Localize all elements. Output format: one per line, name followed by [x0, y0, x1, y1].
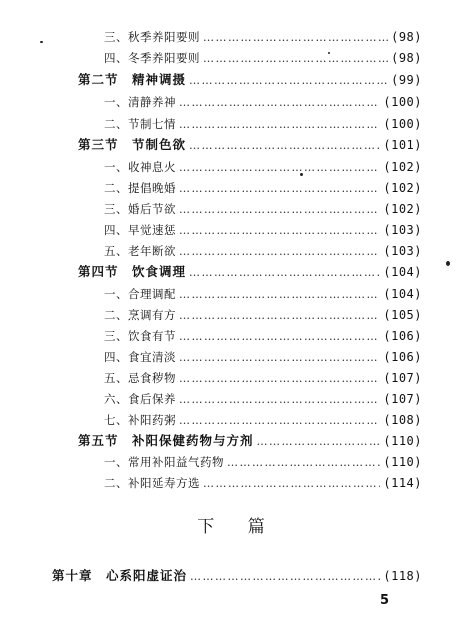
entry-title: 一、合理调配: [104, 287, 176, 301]
leader-dots: [189, 136, 380, 156]
entry-page: (103): [383, 244, 422, 258]
toc-entry: [104, 452, 422, 472]
leader-dots: [179, 200, 380, 220]
leader-dots: [179, 242, 380, 262]
toc-entry: [104, 284, 422, 304]
section-page: (99): [391, 73, 422, 87]
toc-entry: [104, 473, 422, 493]
entry-title: 一、常用补阳益气药物: [104, 455, 224, 469]
toc-entry: [104, 220, 422, 240]
toc-entry: [104, 48, 422, 68]
entry-page: (110): [383, 455, 422, 469]
entry-title: 二、烹调有方: [104, 308, 176, 322]
toc-entry: [104, 389, 422, 409]
entry-title: 二、节制七情: [104, 117, 176, 131]
leader-dots: [203, 49, 388, 69]
leader-dots: [179, 93, 380, 113]
section-title: 第五节 补阳保健药物与方剂: [78, 433, 254, 448]
scan-speck: [40, 41, 43, 43]
toc-section: [78, 135, 422, 155]
leader-dots: [179, 158, 380, 178]
toc-entry: [104, 368, 422, 388]
toc-entry: [104, 410, 422, 430]
entry-page: (108): [383, 413, 422, 427]
leader-dots: [179, 369, 380, 389]
entry-page: (98): [391, 30, 422, 44]
page-number: 5: [380, 593, 390, 608]
entry-page: (100): [383, 95, 422, 109]
leader-dots: [179, 327, 380, 347]
entry-title: 四、食宜清淡: [104, 350, 176, 364]
entry-title: 二、提倡晚婚: [104, 181, 176, 195]
entry-title: 二、补阳延寿方选: [104, 476, 200, 490]
toc-entry: [104, 157, 422, 177]
entry-title: 四、冬季养阳要则: [104, 51, 200, 65]
toc-entry: [104, 199, 422, 219]
toc-section: [78, 70, 422, 90]
section-page: (104): [383, 265, 422, 279]
chapter-page: (118): [383, 569, 422, 583]
leader-dots: [203, 474, 380, 494]
toc-chapter: [52, 566, 422, 586]
section-title: 第三节 节制色欲: [78, 137, 187, 152]
chapter-title: 第十章 心系阳虚证治: [52, 568, 188, 583]
toc-entry: [104, 178, 422, 198]
entry-title: 三、饮食有节: [104, 329, 176, 343]
section-page: (110): [383, 434, 422, 448]
leader-dots: [189, 263, 380, 283]
entry-page: (106): [383, 350, 422, 364]
toc-entry: [104, 241, 422, 261]
toc-entry: [104, 326, 422, 346]
scan-speck: [328, 52, 330, 54]
entry-title: 三、婚后节欲: [104, 202, 176, 216]
entry-page: (104): [383, 287, 422, 301]
leader-dots: [179, 411, 380, 431]
toc-entry: [104, 347, 422, 367]
entry-page: (102): [383, 202, 422, 216]
leader-dots: [179, 221, 380, 241]
entry-title: 七、补阳药粥: [104, 413, 176, 427]
section-page: (101): [383, 138, 422, 152]
entry-page: (107): [383, 371, 422, 385]
entry-title: 五、忌食秽物: [104, 371, 176, 385]
entry-title: 三、秋季养阳要则: [104, 30, 200, 44]
entry-title: 六、食后保养: [104, 392, 176, 406]
leader-dots: [190, 567, 380, 587]
leader-dots: [189, 71, 388, 91]
toc-entry: [104, 305, 422, 325]
leader-dots: [179, 179, 380, 199]
entry-page: (103): [383, 223, 422, 237]
toc-section: [78, 431, 422, 451]
entry-page: (106): [383, 329, 422, 343]
entry-page: (100): [383, 117, 422, 131]
entry-title: 五、老年断欲: [104, 244, 176, 258]
entry-page: (114): [383, 476, 422, 490]
entry-title: 一、清静养神: [104, 95, 176, 109]
entry-page: (102): [383, 181, 422, 195]
leader-dots: [179, 348, 380, 368]
toc-entry: [104, 114, 422, 134]
toc-entry: [104, 92, 422, 112]
section-title: 第四节 饮食调理: [78, 264, 187, 279]
leader-dots: [179, 285, 380, 305]
entry-page: (98): [391, 51, 422, 65]
section-title: 第二节 精神调摄: [78, 72, 187, 87]
leader-dots: [257, 432, 381, 452]
part-heading: 下 篇: [197, 517, 279, 537]
scan-speck: [300, 173, 303, 176]
leader-dots: [203, 28, 388, 48]
leader-dots: [179, 390, 380, 410]
entry-title: 一、收神息火: [104, 160, 176, 174]
toc-section: [78, 262, 422, 282]
entry-page: (102): [383, 160, 422, 174]
toc-entry: [104, 27, 422, 47]
entry-title: 四、早觉速惩: [104, 223, 176, 237]
leader-dots: [179, 306, 380, 326]
entry-page: (105): [383, 308, 422, 322]
leader-dots: [227, 453, 380, 473]
scan-speck: [446, 261, 450, 266]
leader-dots: [179, 115, 380, 135]
entry-page: (107): [383, 392, 422, 406]
